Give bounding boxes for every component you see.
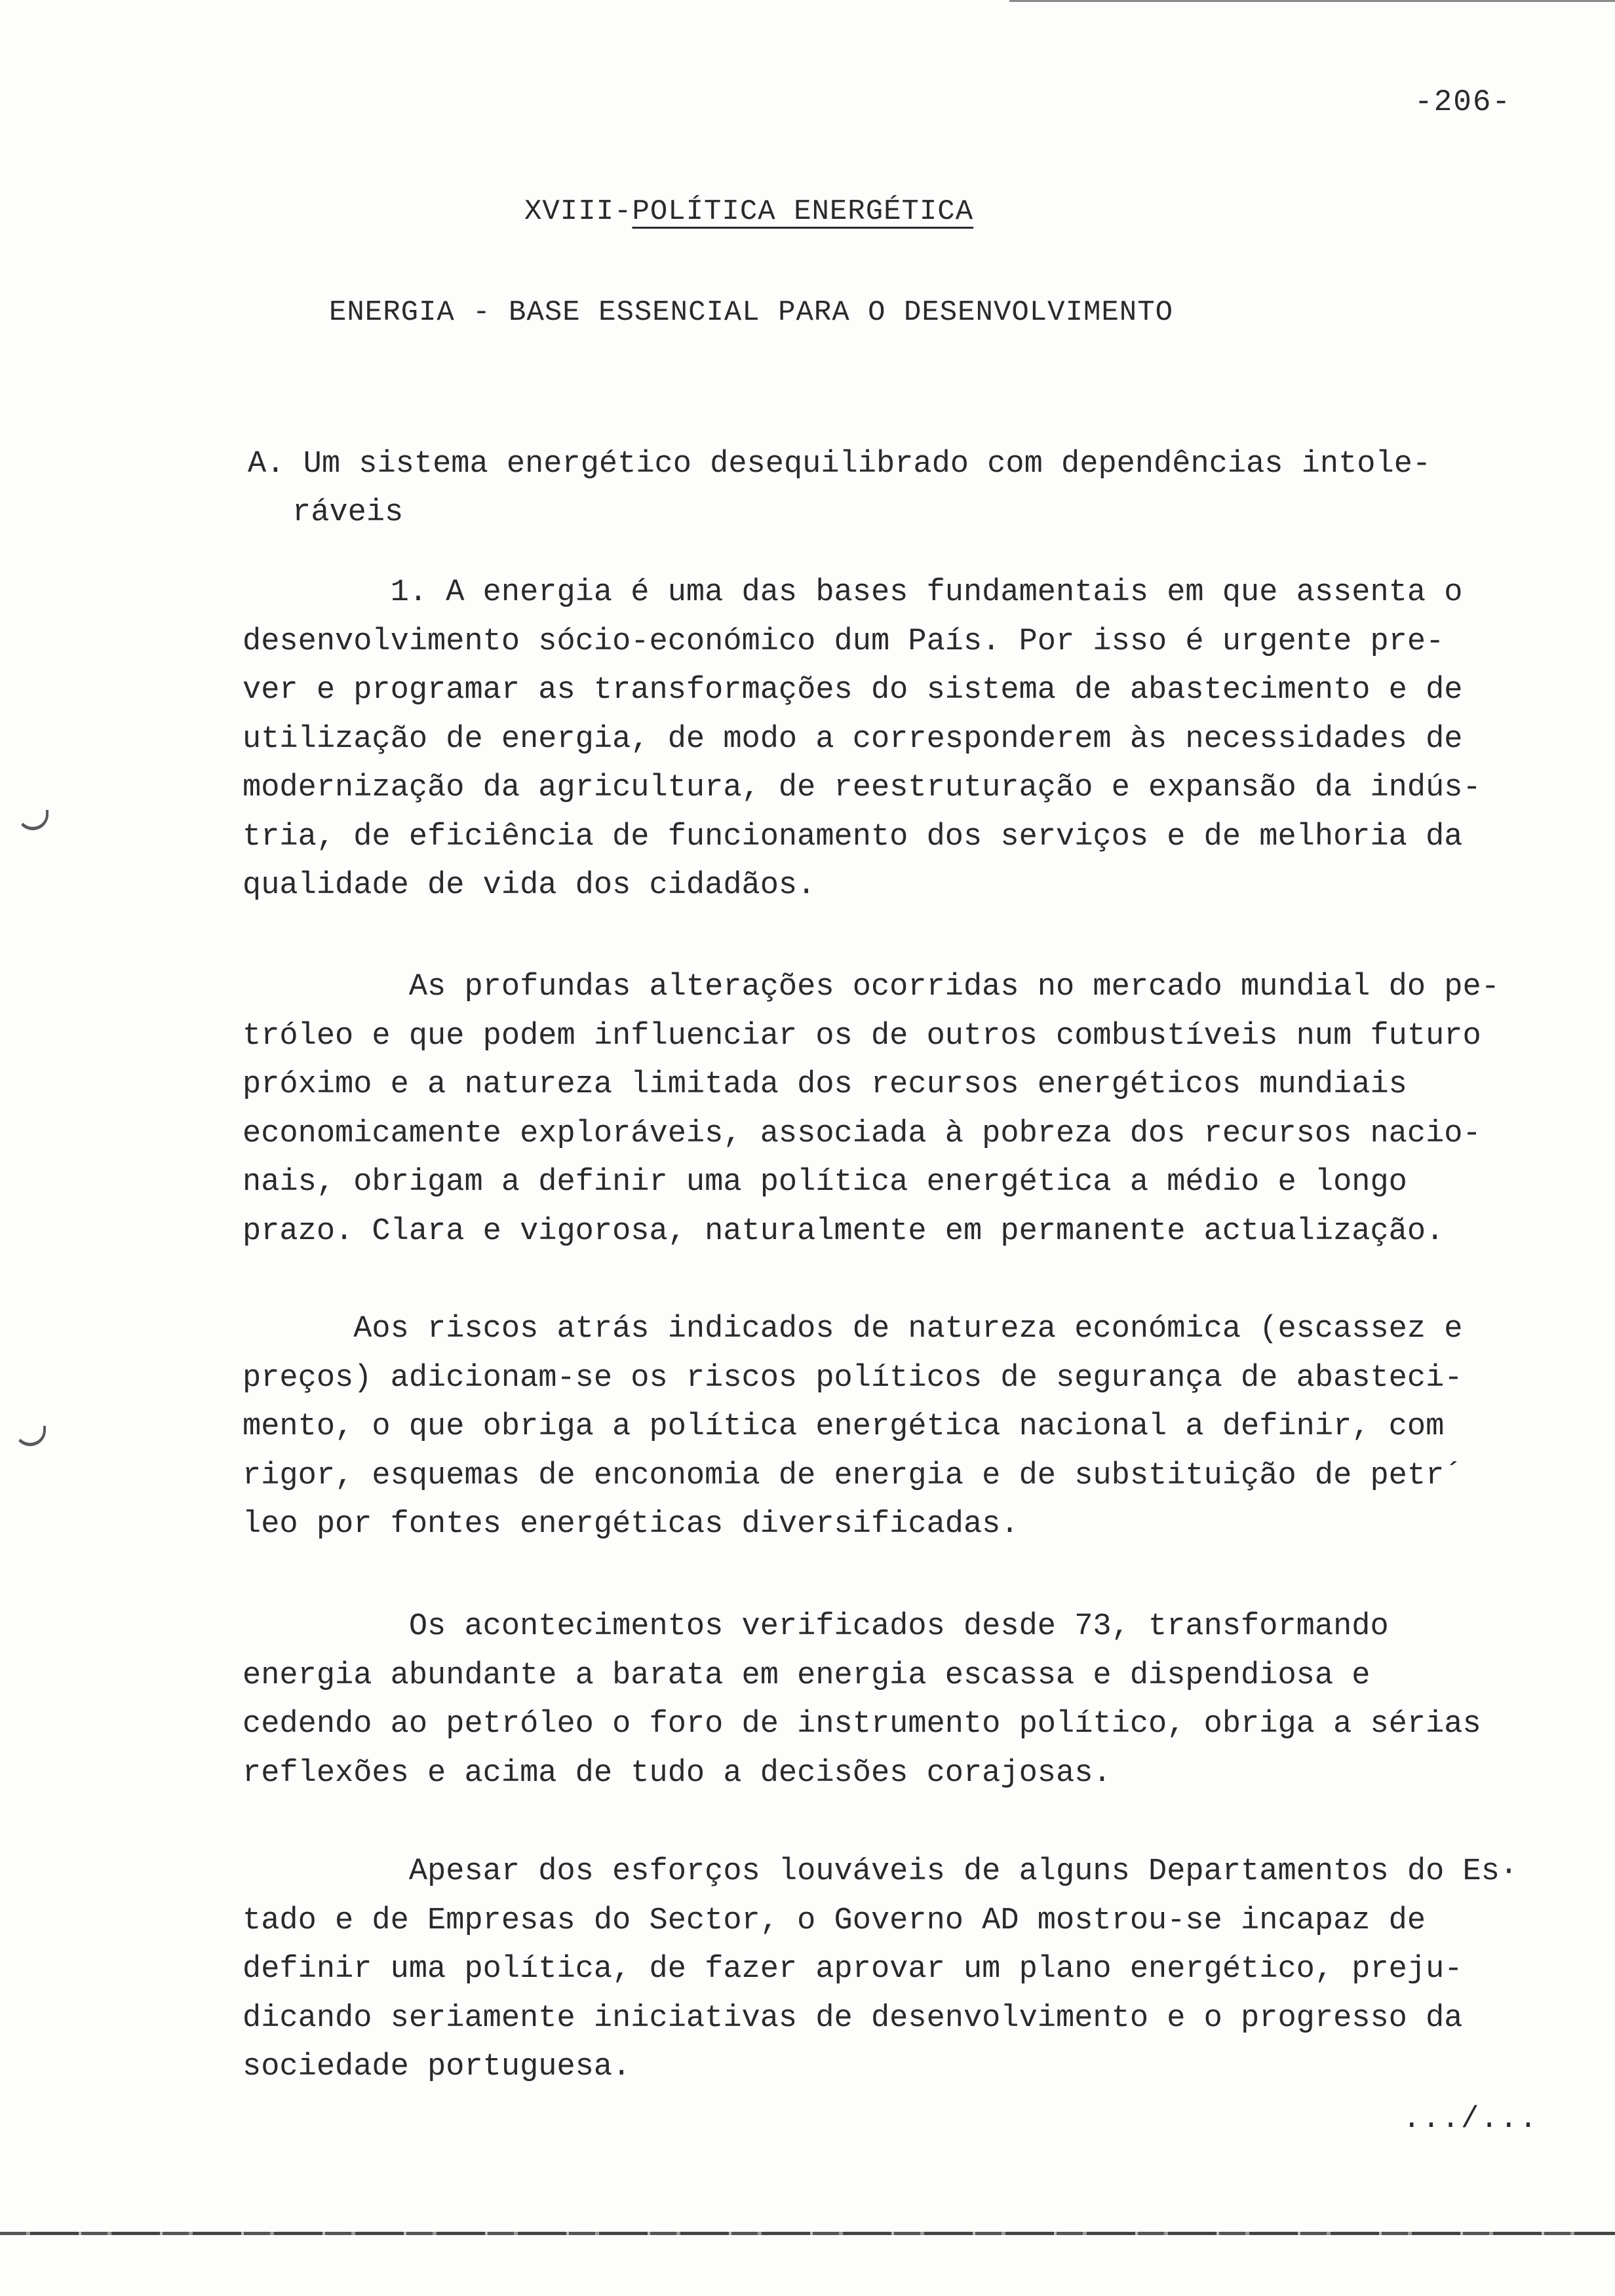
chapter-title-text: POLÍTICA ENERGÉTICA [632,195,974,228]
chapter-number: XVIII- [524,195,632,228]
continuation-marker: .../... [1403,2102,1539,2136]
margin-tick-mark [14,1426,46,1446]
bottom-border-line [0,2232,1615,2235]
paragraph-2: As profundas alterações ocorridas no mercado mundial do pe- tróleo e que podem influenciar os de outros combustíveis num futuro próximo e a natureza limitada dos recursos energéticos mundiais economicamente exploráveis, associada à pobreza dos recursos nacio- nais, obrigam a definir uma política energética a médio e longo prazo. Clara e vigorosa, naturalmente em permanente actualização. [243,970,1500,1249]
section-heading [248,440,1532,537]
page-number: -206- [1414,85,1512,119]
section-heading-line-2: ráveis [292,495,404,530]
margin-tick-mark [17,810,49,830]
paragraph-5: Apesar dos esforços louváveis de alguns Departamentos do Es· tado e de Empresas do Sector, o Governo AD mostrou-se incapaz de definir uma política, de fazer aprovar um plano energético, preju- dicando seriamente iniciativas de desenvolvimento e o progresso da sociedade portuguesa. [243,1854,1519,2084]
top-border-line [1009,0,1615,2]
paragraph-1: 1. A energia é uma das bases fundamentais em que assenta o desenvolvimento sócio-económico dum País. Por isso é urgente pre- ver e programar as transformações do sistema de abastecimento e de utilização de energia, de modo a corresponderem às necessidades de modernização da agricultura, de reestruturação e expansão da indús- tria, de eficiência de funcionamento dos serviços e de melhoria da qualidade de vida dos cidadãos. [243,575,1481,903]
section-label: A. [248,447,285,482]
chapter-title [524,195,973,228]
paragraph-3: Aos riscos atrás indicados de natureza económica (escassez e preços) adicionam-se os riscos políticos de segurança de abasteci- mento, o que obriga a política energética nacional a definir, com rigor, esquemas de enconomia de energia e de substituição de petr´ leo por fontes energéticas diversificadas. [243,1312,1463,1542]
chapter-subtitle: ENERGIA - BASE ESSENCIAL PARA O DESENVOLVIMENTO [329,296,1174,329]
section-heading-line-1: Um sistema energético desequilibrado com dependências intole- [303,447,1431,482]
paragraph-4: Os acontecimentos verificados desde 73, transformando energia abundante a barata em energia escassa e dispendiosa e cedendo ao petróleo o foro de instrumento político, obriga a sérias reflexões e acima de tudo a decisões corajosas. [243,1609,1481,1791]
